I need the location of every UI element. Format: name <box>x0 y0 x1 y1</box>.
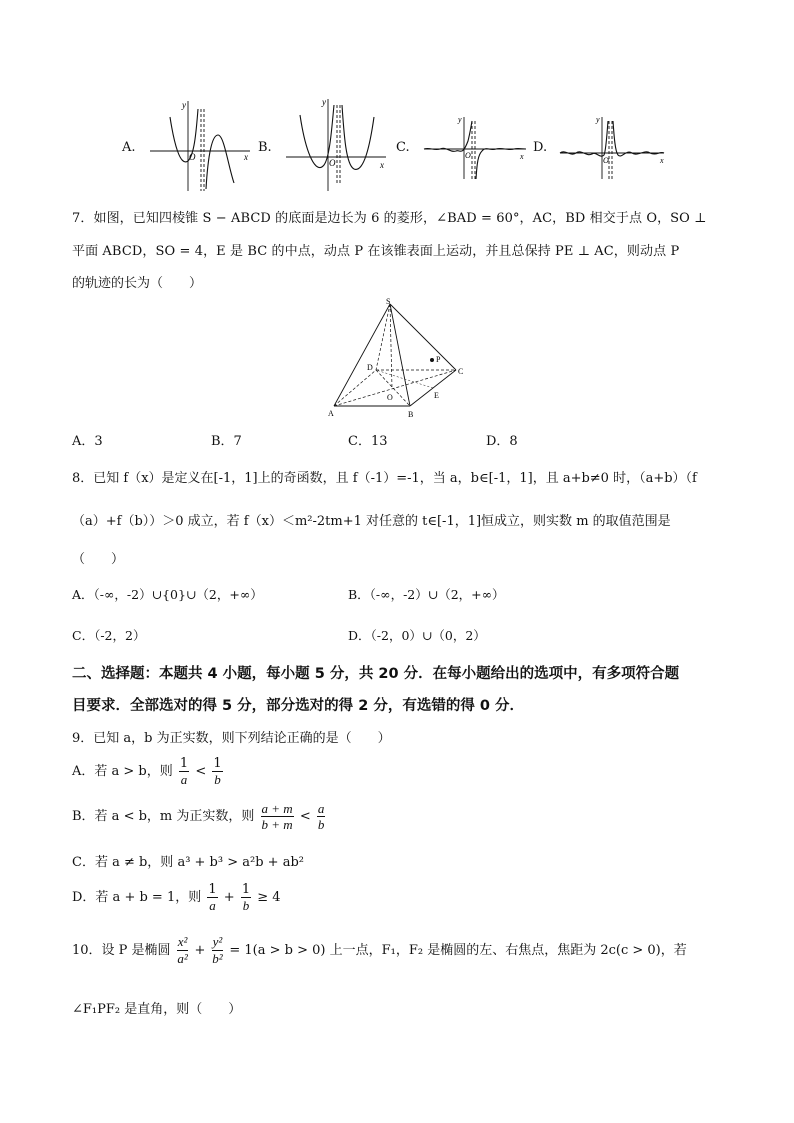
q6-graph-a <box>146 95 256 195</box>
q8-option-b: B．（-∞，-2）∪（2，+∞） <box>348 587 505 602</box>
q8-line-2: （a）+f（b））＞0 成立，若 f（x）＜m²-2tm+1 对任意的 t∈[-1，1]恒成立，则实数 m 的取值范围是 <box>72 514 671 529</box>
fraction-1-over-b: $\frac{1}{b}$ <box>213 756 222 787</box>
q10-line-1 <box>72 934 687 968</box>
fraction-1-over-a: $\frac{1}{a}$ <box>208 882 217 913</box>
plus-sign: + <box>223 890 235 905</box>
fraction-a-plus-m-over-b-plus-m: $\frac{a + m}{b + m}$ <box>261 801 293 832</box>
fraction-a-over-b: $\frac{a}{b}$ <box>317 801 325 832</box>
plus-sign: + <box>194 943 206 958</box>
vertex-a-label: A <box>328 409 334 418</box>
q9-option-a <box>72 756 225 788</box>
q9-option-d <box>72 882 281 914</box>
fraction-1-over-b: $\frac{1}{b}$ <box>241 882 251 913</box>
q7-line-1: 7．如图，已知四棱锥 S − ABCD 的底面是边长为 6 的菱形，∠BAD = 60°，AC，BD 相交于点 O，SO ⊥ <box>72 211 707 226</box>
origin-label: O <box>465 151 471 160</box>
vertex-c-label: C <box>458 367 464 376</box>
vertex-b-label: B <box>408 410 414 419</box>
q7-option-c: C．13 <box>348 434 388 449</box>
section-2-heading-line-1: 二、选择题：本题共 4 小题，每小题 5 分，共 20 分．在每小题给出的选项中，有多项符合题 <box>72 666 680 682</box>
axis-x-label: x <box>244 152 248 162</box>
q7-line-3: 的轨迹的长为（ ） <box>72 276 203 291</box>
axis-y-label: y <box>596 115 600 124</box>
point-o-label: O <box>387 393 393 402</box>
q6-graph-d <box>556 113 670 183</box>
lt-sign: < <box>195 764 207 779</box>
q10-suffix: = 1(a > b > 0) 上一点，F₁，F₂ 是椭圆的左、右焦点，焦距为 2c(c > 0)，若 <box>229 943 687 958</box>
axis-x-label: x <box>520 152 524 161</box>
section-2-heading-line-2: 目要求．全部选对的得 5 分，部分选对的得 2 分，有选错的得 0 分． <box>72 698 525 714</box>
axis-y-label: y <box>182 100 186 110</box>
lt-sign: < <box>299 809 311 824</box>
q8-line-1: 8．已知 f（x）是定义在[-1，1]上的奇函数，且 f（-1）=-1，当 a，b∈[-1，1]，且 a+b≠0 时，（a+b）（f <box>72 471 697 486</box>
point-e-label: E <box>434 391 439 400</box>
q9-option-d-prefix: D．若 a + b = 1，则 <box>72 890 202 905</box>
q9-option-c: C．若 a ≠ b，则 a³ + b³ > a²b + ab² <box>72 855 304 870</box>
q6-option-d-label: D. <box>533 140 548 155</box>
axis-y-label: y <box>458 115 462 124</box>
fraction-y2-over-b2: $\frac{\text{y²}}{\text{b²}}$ <box>212 934 223 966</box>
q6-option-b-label: B. <box>258 140 272 155</box>
q6-graph-b <box>282 95 392 195</box>
q7-option-a: A．3 <box>72 434 103 449</box>
q6-option-c-label: C. <box>396 140 410 155</box>
axis-x-label: x <box>660 156 664 165</box>
q9-option-d-suffix: ≥ 4 <box>257 890 281 905</box>
q10-line-2: ∠F₁PF₂ 是直角，则（ ） <box>72 1002 242 1017</box>
q8-option-d: D．（-2，0）∪（0，2） <box>348 628 486 643</box>
q10-prefix: 10．设 P 是椭圆 <box>72 943 171 958</box>
vertex-d-label: D <box>367 363 373 372</box>
q7-option-b: B．7 <box>211 434 242 449</box>
q9-option-a-prefix: A．若 a > b，则 <box>72 764 173 779</box>
q6-graph-c <box>420 113 530 183</box>
q7-option-d: D．8 <box>486 434 518 449</box>
origin-label: O <box>189 152 196 162</box>
fraction-1-over-a: $\frac{1}{a}$ <box>179 756 189 787</box>
fraction-x2-over-a2: $\frac{\text{x²}}{\text{a²}}$ <box>177 934 188 966</box>
q9-stem: 9．已知 a，b 为正实数，则下列结论正确的是（ ） <box>72 731 391 746</box>
q8-option-c: C．（-2，2） <box>72 628 146 643</box>
axis-y-label: y <box>322 97 326 107</box>
q6-option-a-label: A. <box>122 140 136 155</box>
q8-line-3: （ ） <box>72 552 125 567</box>
q7-pyramid-figure <box>322 296 472 420</box>
origin-label: O <box>329 158 336 168</box>
q9-option-b <box>72 801 327 833</box>
q9-option-b-prefix: B．若 a < b，m 为正实数，则 <box>72 809 255 824</box>
origin-label: O <box>603 156 609 165</box>
vertex-s-label: S <box>386 297 391 306</box>
point-p-label: P <box>436 355 441 364</box>
axis-x-label: x <box>380 160 384 170</box>
q6-options-row <box>0 95 794 195</box>
q8-option-a: A．（-∞，-2）∪{0}∪（2，+∞） <box>72 587 263 602</box>
q7-line-2: 平面 ABCD，SO = 4，E 是 BC 的中点，动点 P 在该锥表面上运动，并且总保持 PE ⊥ AC，则动点 P <box>72 244 680 259</box>
